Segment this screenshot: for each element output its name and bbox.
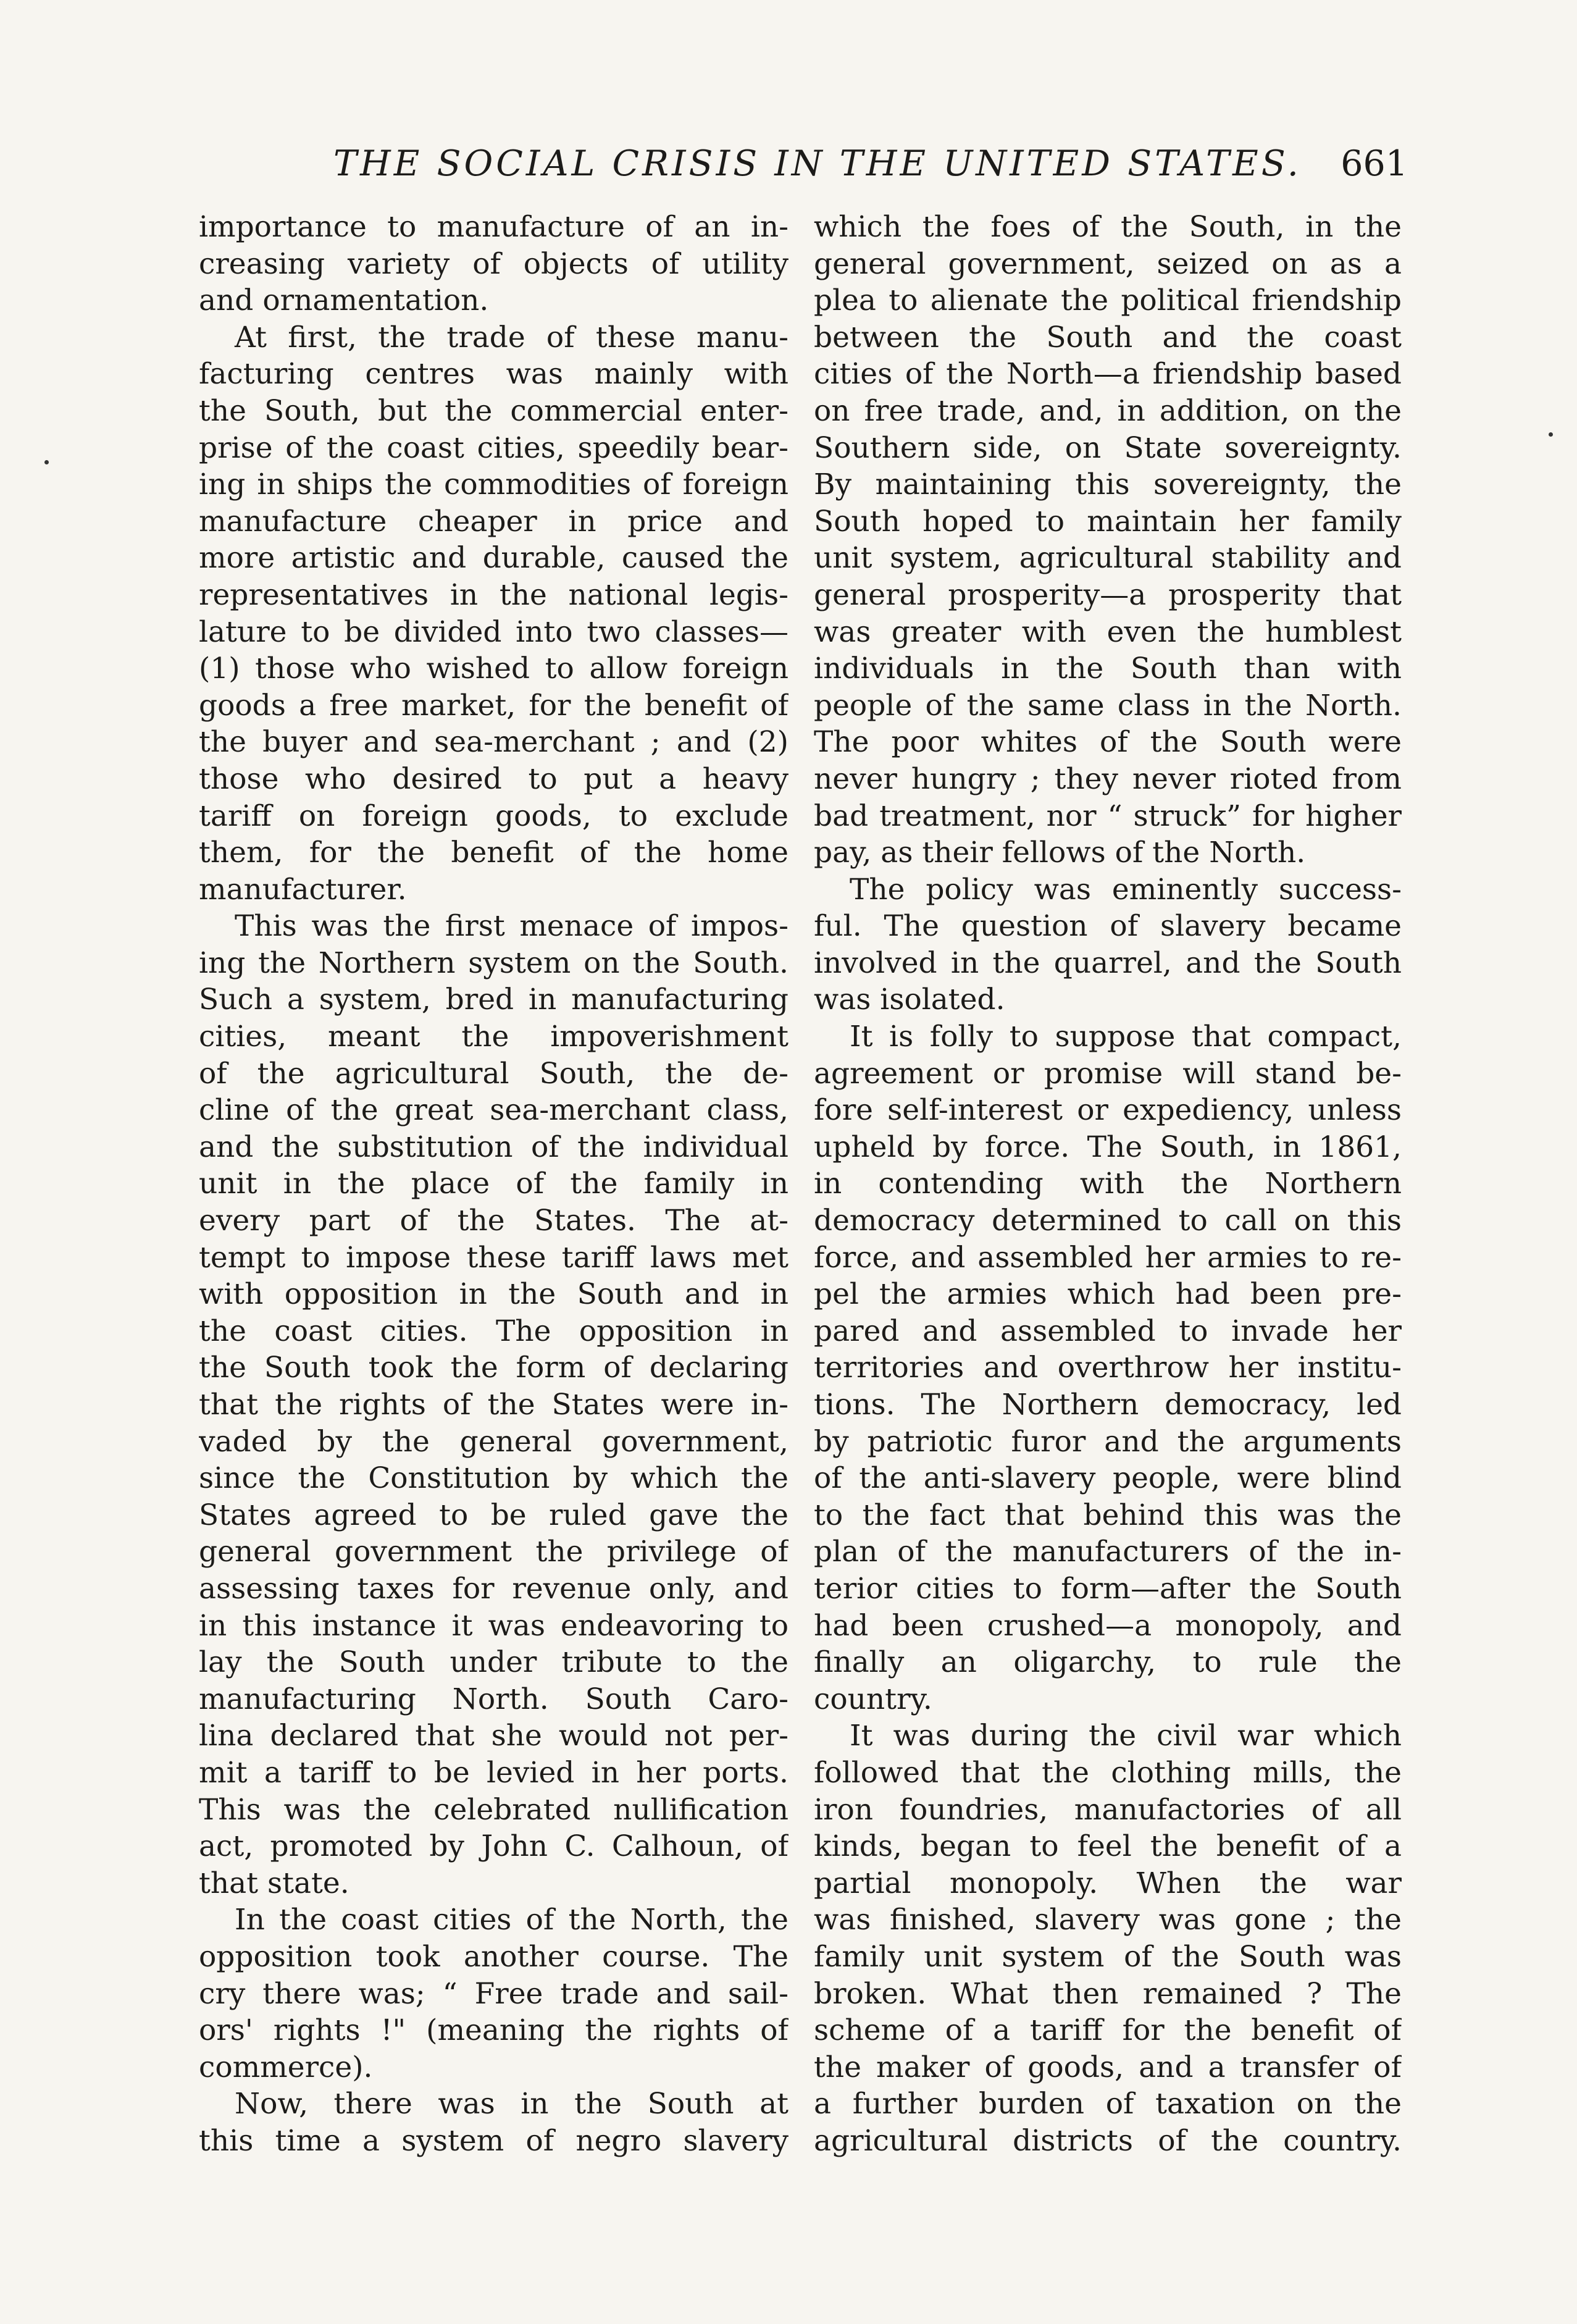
text-line: ors' rights !" (meaning the rights of: [199, 2013, 788, 2048]
text-line: and ornamentation.: [199, 283, 489, 318]
text-line: individuals in the South than with: [814, 652, 1402, 686]
text-line: of the anti-slavery people, were blind: [814, 1461, 1402, 1496]
text-line: general prosperity—a prosperity that: [814, 577, 1402, 612]
text-line: ing in ships the commodities of foreign: [199, 468, 788, 502]
text-line: cities of the North—a friendship based: [814, 357, 1402, 392]
text-line: more artistic and durable, caused the: [199, 541, 788, 576]
text-line: this time a system of negro slavery: [199, 2123, 788, 2158]
text-line: pay, as their fellows of the North.: [814, 836, 1306, 870]
text-line: scheme of a tariff for the benefit of: [814, 2013, 1402, 2048]
text-line: unit system, agricultural stability and: [814, 541, 1402, 576]
text-line: that the rights of the States were in-: [199, 1388, 788, 1422]
text-line: plan of the manufacturers of the in-: [814, 1535, 1402, 1569]
text-line: followed that the clothing mills, the: [814, 1755, 1402, 1790]
text-line: Such a system, bred in manufacturing: [199, 983, 788, 1017]
text-line: act, promoted by John C. Calhoun, of: [199, 1829, 788, 1864]
text-line: States agreed to be ruled gave the: [199, 1498, 788, 1532]
text-line: on free trade, and, in addition, on the: [814, 393, 1402, 428]
text-line: commerce).: [199, 2050, 373, 2084]
text-line: in this instance it was endeavoring to: [199, 1608, 788, 1643]
text-line: involved in the quarrel, and the South: [814, 946, 1402, 980]
text-line: family unit system of the South was: [814, 1939, 1402, 1974]
text-line: representatives in the national legis-: [199, 577, 788, 612]
text-line: cline of the great sea-merchant class,: [199, 1093, 788, 1128]
text-line: partial monopoly. When the war: [814, 1866, 1402, 1900]
text-line: The policy was eminently success-: [850, 872, 1402, 907]
text-line: This was the celebrated nullification: [199, 1792, 788, 1827]
text-line: assessing taxes for revenue only, and: [199, 1571, 788, 1606]
text-line: fore self-interest or expediency, unless: [814, 1093, 1402, 1128]
text-line: them, for the benefit of the home: [199, 836, 788, 870]
left-text-column: [199, 209, 788, 2159]
text-line: cry there was; “ Free trade and sail-: [199, 1976, 788, 2011]
text-line: It is folly to suppose that compact,: [850, 1020, 1402, 1054]
text-line: The poor whites of the South were: [814, 725, 1402, 760]
text-line: prise of the coast cities, speedily bear-: [199, 430, 788, 465]
print-speck: [44, 460, 49, 464]
text-line: tempt to impose these tariff laws met: [199, 1240, 788, 1275]
text-line: people of the same class in the North.: [814, 688, 1402, 723]
text-line: the South took the form of declaring: [199, 1351, 788, 1385]
text-line: the South, but the commercial enter-: [199, 393, 788, 428]
text-line: iron foundries, manufactories of all: [814, 1792, 1402, 1827]
text-line: between the South and the coast: [814, 320, 1402, 354]
text-line: and the substitution of the individual: [199, 1130, 788, 1164]
text-line: vaded by the general government,: [199, 1424, 788, 1459]
text-line: cities, meant the impoverishment: [199, 1020, 788, 1054]
text-line: manufacture cheaper in price and: [199, 504, 788, 539]
text-line: country.: [814, 1682, 932, 1716]
text-line: creasing variety of objects of utility: [199, 246, 788, 281]
text-line: This was the first menace of impos-: [235, 909, 788, 944]
text-line: facturing centres was mainly with: [199, 357, 788, 392]
text-line: By maintaining this sovereignty, the: [814, 468, 1402, 502]
text-line: upheld by force. The South, in 1861,: [814, 1130, 1402, 1164]
running-title: THE SOCIAL CRISIS IN THE UNITED STATES.: [333, 143, 1302, 184]
text-line: ful. The question of slavery became: [814, 909, 1402, 944]
text-line: lina declared that she would not per-: [199, 1719, 788, 1753]
text-line: Southern side, on State sovereignty.: [814, 430, 1402, 465]
text-line: manufacturing North. South Caro-: [199, 1682, 788, 1716]
text-line: with opposition in the South and in: [199, 1277, 788, 1312]
text-line: kinds, began to feel the benefit of a: [814, 1829, 1402, 1864]
text-line: democracy determined to call on this: [814, 1204, 1402, 1238]
text-line: to the fact that behind this was the: [814, 1498, 1402, 1532]
text-line: pared and assembled to invade her: [814, 1314, 1402, 1348]
text-line: of the agricultural South, the de-: [199, 1056, 788, 1091]
text-line: general government the privilege of: [199, 1535, 788, 1569]
text-line: territories and overthrow her institu-: [814, 1351, 1402, 1385]
text-line: Now, there was in the South at: [235, 2087, 788, 2121]
text-line: was finished, slavery was gone ; the: [814, 1903, 1402, 1937]
text-line: those who desired to put a heavy: [199, 761, 788, 796]
text-line: had been crushed—a monopoly, and: [814, 1608, 1402, 1643]
text-line: by patriotic furor and the arguments: [814, 1424, 1402, 1459]
text-line: (1) those who wished to allow foreign: [199, 652, 788, 686]
text-line: every part of the States. The at-: [199, 1204, 788, 1238]
text-line: the coast cities. The opposition in: [199, 1314, 788, 1348]
text-line: bad treatment, nor “ struck” for higher: [814, 799, 1402, 833]
page-header: [333, 130, 1408, 198]
text-line: goods a free market, for the benefit of: [199, 688, 788, 723]
page-number: 661: [1341, 143, 1408, 184]
text-line: unit in the place of the family in: [199, 1167, 788, 1201]
text-line: importance to manufacture of an in-: [199, 210, 788, 244]
text-line: opposition took another course. The: [199, 1939, 788, 1974]
text-line: was greater with even the humblest: [814, 615, 1402, 649]
text-line: that state.: [199, 1866, 349, 1900]
right-text-column: [814, 209, 1402, 2159]
text-line: in contending with the Northern: [814, 1167, 1402, 1201]
text-line: was isolated.: [814, 983, 1005, 1017]
text-line: tions. The Northern democracy, led: [814, 1388, 1402, 1422]
print-speck: [1549, 432, 1553, 437]
text-line: At first, the trade of these manu-: [235, 320, 788, 354]
text-line: ing the Northern system on the South.: [199, 946, 788, 980]
text-line: never hungry ; they never rioted from: [814, 761, 1402, 796]
text-line: force, and assembled her armies to re-: [814, 1240, 1402, 1275]
text-line: South hoped to maintain her family: [814, 504, 1402, 539]
text-line: lature to be divided into two classes—: [199, 615, 788, 649]
text-line: mit a tariff to be levied in her ports.: [199, 1755, 788, 1790]
text-line: In the coast cities of the North, the: [235, 1903, 788, 1937]
text-line: the maker of goods, and a transfer of: [814, 2050, 1402, 2084]
text-line: the buyer and sea-merchant ; and (2): [199, 725, 788, 760]
text-line: It was during the civil war which: [850, 1719, 1402, 1753]
text-line: general government, seized on as a: [814, 246, 1402, 281]
text-line: terior cities to form—after the South: [814, 1571, 1402, 1606]
text-line: finally an oligarchy, to rule the: [814, 1645, 1402, 1680]
text-line: which the foes of the South, in the: [814, 210, 1402, 244]
text-line: agricultural districts of the country.: [814, 2123, 1402, 2158]
text-line: lay the South under tribute to the: [199, 1645, 788, 1680]
text-line: manufacturer.: [199, 872, 407, 907]
text-line: pel the armies which had been pre-: [814, 1277, 1402, 1312]
text-line: tariff on foreign goods, to exclude: [199, 799, 788, 833]
text-line: plea to alienate the political friendship: [814, 283, 1402, 318]
text-line: agreement or promise will stand be-: [814, 1056, 1402, 1091]
text-line: since the Constitution by which the: [199, 1461, 788, 1496]
text-line: broken. What then remained ? The: [814, 1976, 1402, 2011]
text-line: a further burden of taxation on the: [814, 2087, 1402, 2121]
